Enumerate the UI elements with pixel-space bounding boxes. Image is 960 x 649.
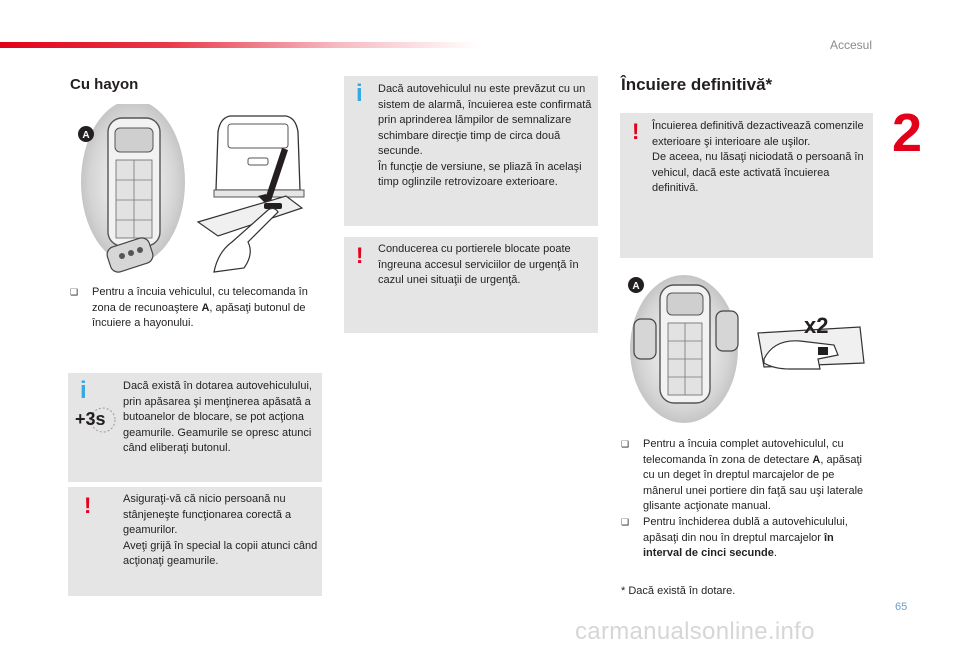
header-accent-bar <box>0 42 480 48</box>
van-top-view-icon <box>660 285 710 403</box>
windows-info-box <box>68 373 322 482</box>
three-seconds-badge: +3s <box>75 406 117 434</box>
deadlock-bullet-2: ❑ Pentru închiderea dublă a autovehiculului, apăsaţi din nou în dreptul marcajelor în interval de cinci secunde. <box>621 516 848 559</box>
emergency-warning-box <box>344 237 598 333</box>
svg-text:A: A <box>632 281 640 292</box>
deadlock-warning-text: Încuierea definitivă dezactivează comenzile exterioare şi interioare ale uşilor. De aceea, nu lăsaţi niciodată o persoană în vehicul, dacă este activată încuierea definitivă. <box>652 120 864 194</box>
hayon-locking-illustration <box>68 104 318 276</box>
chapter-number: 2 <box>892 103 923 163</box>
press-twice-badge: x2 <box>804 313 829 338</box>
deadlock-illustration <box>624 271 874 423</box>
windows-warning-text: Asiguraţi-vă că nicio persoană nu stânjeneşte funcţionarea corectă a geamurilor. Aveţi grijă în special la copii atunci când acţionaţi geamurile. <box>123 493 318 567</box>
svg-text:A: A <box>82 130 90 141</box>
deadlock-warning-box <box>620 113 873 258</box>
hand-pressing-button-icon <box>198 196 302 272</box>
warning-icon: ! <box>84 493 92 518</box>
info-icon: i <box>356 80 363 107</box>
van-top-view-icon <box>108 118 160 246</box>
deadlock-bullet-1: ❑ Pentru a încuia complet autovehiculul, cu telecomanda în zona de detectare A, apăsaţi cu un deget în dreptul marcajelor de pe mânerul unei portiere din faţă sau uşi laterale glisante acţionate manual. <box>621 438 864 512</box>
warning-icon: ! <box>632 119 640 144</box>
hayon-lock-bullet: ❑ Pentru a încuia vehiculul, cu telecomanda în zona de recunoaştere A, apăsaţi butonul de încuiere a hayonului. <box>70 286 308 329</box>
warning-icon: ! <box>356 243 364 268</box>
bullet-square-icon: ❑ <box>70 287 79 297</box>
footnote: * Dacă există în dotare. <box>621 585 736 597</box>
heading-incuiere-definitiva: Încuiere definitivă* <box>621 75 773 94</box>
section-title: Accesul <box>829 38 872 52</box>
heading-cu-hayon: Cu hayon <box>70 76 139 93</box>
emergency-warning-text: Conducerea cu portierele blocate poate îngreuna accesul serviciilor de urgenţă în cazul unei situaţii de urgenţă. <box>378 243 579 286</box>
windows-info-text: Dacă există în dotarea autovehiculului, prin apăsarea şi menţinerea apăsată a butoanelor de blocare, se pot acţiona geamurile. Geamurile se opresc atunci când eliberaţi butonul. <box>123 380 312 454</box>
watermark: carmanualsonline.info <box>575 618 815 645</box>
bullet-square-icon: ❑ <box>621 517 630 527</box>
alarm-info-box <box>344 76 598 226</box>
windows-warning-box <box>68 487 322 596</box>
alarm-info-text: Dacă autovehiculul nu este prevăzut cu un sistem de alarmă, încuierea este confirmată prin aprinderea lămpilor de semnalizare schimbare direcţie timp de circa două secunde. În funcţie de versiune, se pliază în acelaşi timp oglinzile retrovizoare exterioare. <box>378 83 592 188</box>
page-number: 65 <box>895 601 908 613</box>
bullet-square-icon: ❑ <box>621 439 630 449</box>
tailgate-rear-view-icon <box>214 116 304 210</box>
info-icon: i <box>80 377 87 404</box>
